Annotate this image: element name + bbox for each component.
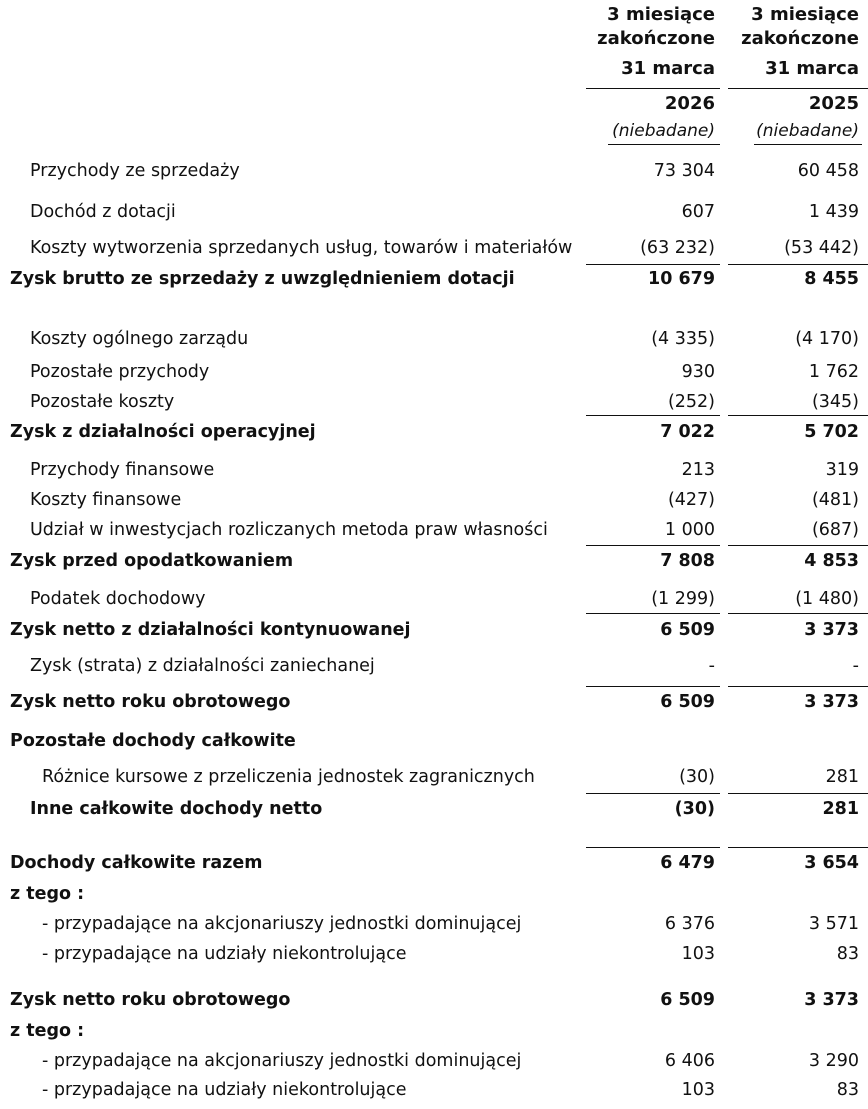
row-pozostale-przychody [0,362,868,388]
row-dochod-dotacji [0,202,868,228]
row-zysk-netto-2 [0,990,868,1016]
row-niekontrolujace-1 [0,944,868,970]
row-koszty-wytworzenia [0,238,868,264]
subtotal-rule [586,793,720,794]
value-2026: (427) [667,490,715,510]
subtotal-rule [586,545,720,546]
value-2025: 319 [825,460,859,480]
value-2025: (4 170) [795,329,859,349]
value-2026: (30) [679,767,715,787]
row-niekontrolujace-2 [0,1080,868,1106]
subtotal-rule [728,264,868,265]
value-2025: 281 [825,767,859,787]
subtotal-rule [728,613,868,614]
total-rule [586,847,720,848]
value-2025: 1 762 [808,362,859,382]
value-2025: 5 702 [804,422,859,442]
row-z-tego-1 [0,884,868,910]
value-2026: 6 509 [660,620,715,640]
value-2026: 1 000 [664,520,715,540]
value-2025: 83 [836,1080,859,1100]
row-label: z tego : [10,1021,85,1041]
value-2025: 3 373 [804,620,859,640]
value-2025: 3 571 [808,914,859,934]
col1-unaudited: (niebadane) [612,121,715,141]
row-zysk-kontynuowanej [0,620,868,646]
row-inne-dochody-netto [0,799,868,825]
subtotal-rule [728,686,868,687]
col1-year: 2026 [664,93,715,114]
value-2026: 6 406 [664,1051,715,1071]
row-przychody-finansowe [0,460,868,486]
value-2025: - [852,656,859,676]
row-label: Inne całkowite dochody netto [30,799,323,819]
value-2026: 6 509 [660,692,715,712]
row-label: Zysk netto roku obrotowego [10,692,291,712]
value-2025: 3 654 [804,853,859,873]
value-2025: 60 458 [797,161,859,181]
row-koszty-zarzadu [0,329,868,355]
subtotal-rule [728,793,868,794]
row-label: Zysk przed opodatkowaniem [10,551,294,571]
value-2025: (345) [811,392,859,412]
row-label: Pozostałe koszty [30,392,175,412]
col1-date: 31 marca [621,58,715,79]
subtotal-rule [728,545,868,546]
value-2026: (1 299) [651,589,715,609]
row-label: Zysk brutto ze sprzedaży z uwzględnieniem dotacji [10,269,515,289]
row-label: Koszty finansowe [30,490,182,510]
subtotal-rule [728,415,868,416]
value-2025: 3 373 [804,692,859,712]
col2-date: 31 marca [765,58,859,79]
value-2026: 7 022 [660,422,715,442]
col2-unaudited: (niebadane) [756,121,859,141]
value-2026: 7 808 [660,551,715,571]
row-zysk-przed-opodatkowaniem [0,551,868,577]
row-label: Zysk netto z działalności kontynuowanej [10,620,411,640]
value-2025: 1 439 [808,202,859,222]
col2-period-line2: zakończone [741,28,859,49]
header-divider-col1 [586,88,720,89]
col1-period-line1: 3 miesiące [607,4,715,25]
value-2025: (481) [811,490,859,510]
row-label: z tego : [10,884,85,904]
value-2026: 607 [681,202,715,222]
value-2025: 83 [836,944,859,964]
subtotal-rule [586,686,720,687]
row-udzial-inwestycji [0,520,868,546]
row-przychody-sprzedazy [0,161,868,187]
value-2026: 6 509 [660,990,715,1010]
row-label: Zysk (strata) z działalności zaniechanej [30,656,375,676]
col2-year: 2025 [808,93,859,114]
total-rule [728,847,868,848]
value-2025: (53 442) [784,238,859,258]
row-z-tego-2 [0,1021,868,1047]
row-akcjonariusze-1 [0,914,868,940]
row-label: - przypadające na udziały niekontrolujące [42,1080,407,1100]
row-label: Podatek dochodowy [30,589,206,609]
row-zysk-operacyjny [0,422,868,448]
section-heading: Pozostałe dochody całkowite [10,731,296,751]
row-label: Dochód z dotacji [30,202,176,222]
row-label: Przychody finansowe [30,460,215,480]
row-koszty-finansowe [0,490,868,516]
value-2026: (252) [667,392,715,412]
row-label: - przypadające na akcjonariuszy jednostki dominującej [42,914,522,934]
value-2026: 930 [681,362,715,382]
value-2025: (1 480) [795,589,859,609]
row-podatek [0,589,868,615]
value-2026: 10 679 [648,269,715,289]
value-2025: 8 455 [804,269,859,289]
subtotal-rule [586,415,720,416]
col1-period-line2: zakończone [597,28,715,49]
row-label: Pozostałe przychody [30,362,210,382]
value-2026: (30) [674,799,715,819]
row-zysk-brutto [0,269,868,295]
value-2026: (4 335) [651,329,715,349]
value-2025: 281 [822,799,859,819]
value-2026: 103 [681,944,715,964]
value-2026: 6 479 [660,853,715,873]
value-2025: 3 290 [808,1051,859,1071]
row-label: Zysk z działalności operacyjnej [10,422,316,442]
row-zysk-netto-1 [0,692,868,718]
row-label: Koszty wytworzenia sprzedanych usług, towarów i materiałów [30,238,573,258]
header-underline-col1 [608,144,720,145]
header-divider-col2 [728,88,868,89]
row-label: Dochody całkowite razem [10,853,263,873]
col2-period-line1: 3 miesiące [751,4,859,25]
value-2025: 4 853 [804,551,859,571]
row-label: Zysk netto roku obrotowego [10,990,291,1010]
row-dochody-calkowite [0,853,868,879]
row-zysk-zaniechanej [0,656,868,682]
value-2026: 73 304 [653,161,715,181]
value-2025: (687) [811,520,859,540]
row-label: - przypadające na akcjonariuszy jednostki dominującej [42,1051,522,1071]
row-label: Udział w inwestycjach rozliczanych metoda praw własności [30,520,548,540]
subtotal-rule [586,264,720,265]
value-2026: (63 232) [640,238,715,258]
row-label: - przypadające na udziały niekontrolujące [42,944,407,964]
subtotal-rule [586,613,720,614]
row-roznice-kursowe [0,767,868,793]
header-underline-col2 [754,144,862,145]
row-pozostale-dochody-header [0,731,868,757]
row-label: Koszty ogólnego zarządu [30,329,249,349]
value-2026: 213 [681,460,715,480]
value-2026: 6 376 [664,914,715,934]
row-label: Różnice kursowe z przeliczenia jednostek zagranicznych [42,767,535,787]
row-akcjonariusze-2 [0,1051,868,1077]
row-label: Przychody ze sprzedaży [30,161,240,181]
value-2026: - [708,656,715,676]
value-2026: 103 [681,1080,715,1100]
value-2025: 3 373 [804,990,859,1010]
